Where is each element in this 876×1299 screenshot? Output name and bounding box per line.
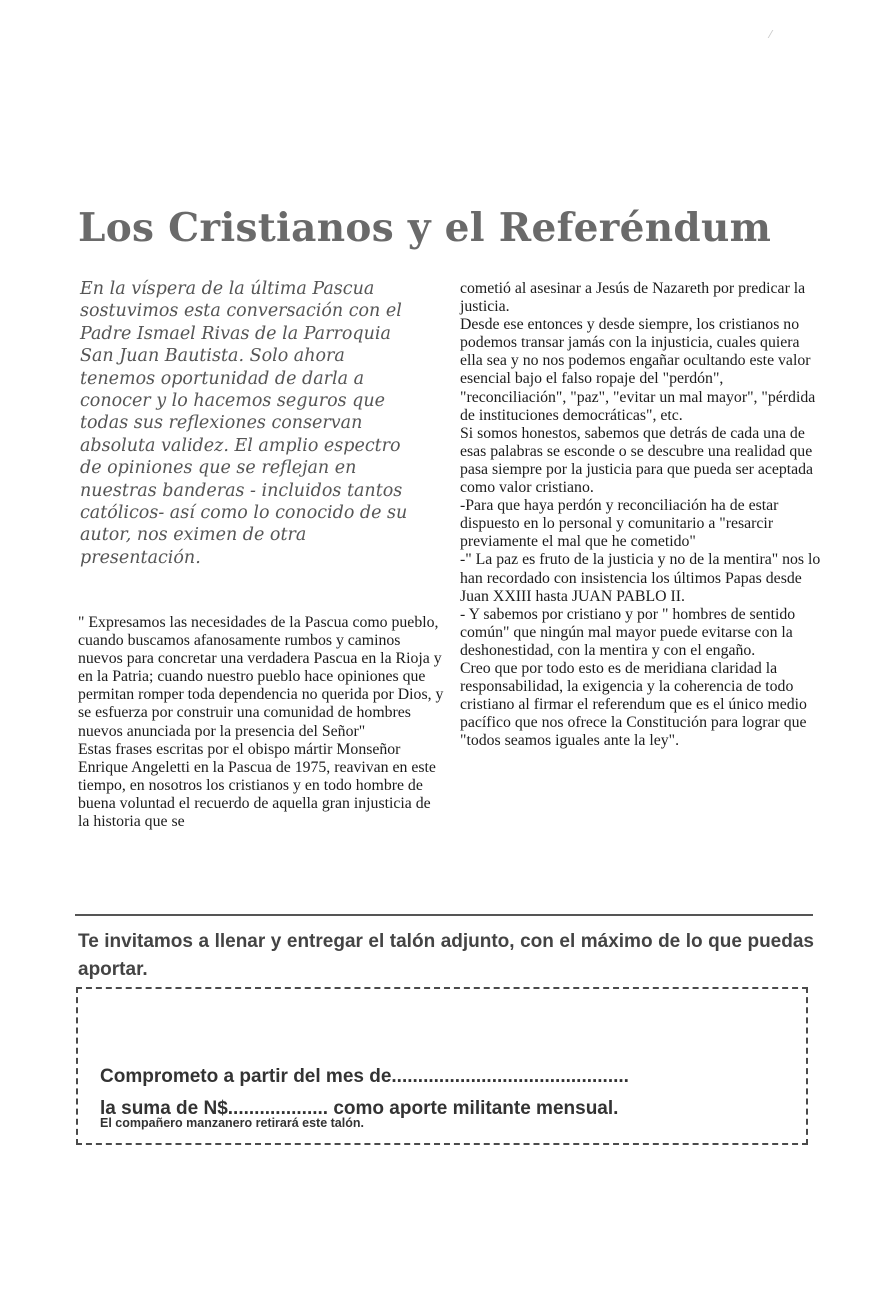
coupon-note: El compañero manzanero retirará este talón.	[100, 1116, 364, 1130]
article-intro: En la víspera de la última Pascua sostuvimos esta conversación con el Padre Ismael Rivas de la Parroquia San Juan Bautista. Solo ahora tenemos oportunidad de darla a conocer y lo hacemos seguros que todas sus reflexiones conservan absoluta validez. El amplio espectro de opiniones que se reflejan en nuestras banderas - incluidos tantos católicos- así como lo conocido de su autor, nos eximen de otra presentación.	[80, 279, 408, 568]
scan-mark	[768, 30, 780, 38]
divider	[75, 914, 813, 916]
right-paragraph: cometió al asesinar a Jesús de Nazareth por predicar la justicia.	[460, 280, 806, 316]
left-column	[78, 614, 444, 831]
right-paragraph: Si somos honestos, sabemos que detrás de cada una de esas palabras se esconde o se descubre una realidad que pasa siempre por la justicia para que pueda ser aceptada como valor cristiano.	[460, 424, 814, 497]
coupon-amount-line: la suma de N$................... como aporte militante mensual.	[100, 1098, 619, 1119]
invitation-text: Te invitamos a llenar y entregar el talón adjunto, con el máximo de lo que puedas aportar.	[78, 931, 814, 980]
right-paragraph: Creo que por todo esto es de meridiana claridad la responsabilidad, la exigencia y la coherencia de todo cristiano al firmar el referendum que es el único medio pacífico que nos ofrece la Constitución para lograr que "todos seamos iguales ante la ley".	[460, 659, 807, 750]
left-paragraph: Estas frases escritas por el obispo mártir Monseñor Enrique Angeletti en la Pascua de 1975, reavivan en este tiempo, en nosotros los cristianos y en todo hombre de buena voluntad el recuerdo de aquella gran injusticia de la historia que se	[78, 740, 436, 831]
coupon-month-line: Comprometo a partir del mes de.............................................	[100, 1066, 629, 1087]
right-paragraph: -Para que haya perdón y reconciliación ha de estar dispuesto en lo personal y comunitario a "resarcir previamente el mal que he cometido"	[460, 497, 779, 551]
right-paragraph: - Y sabemos por cristiano y por " hombres de sentido común" que ningún mal mayor puede evitarse con la deshonestidad, con la mentira y con el engaño.	[460, 605, 796, 659]
right-column	[460, 280, 822, 750]
right-paragraph: -" La paz es fruto de la justicia y no de la mentira" nos lo han recordado con insistencia los últimos Papas desde Juan XXIII hasta JUAN PABLO II.	[460, 551, 821, 605]
article-title: Los Cristianos y el Referéndum	[78, 205, 772, 251]
right-paragraph: Desde ese entonces y desde siempre, los cristianos no podemos transar jamás con la injusticia, cuales quiera ella sea y no nos podemos engañar ocultando este valor esencial bajo el falso ropaje del "perdón", "reconciliación", "paz", "evitar un mal mayor", "pérdida de instituciones democráticas", etc.	[460, 316, 816, 424]
left-paragraph: " Expresamos las necesidades de la Pascua como pueblo, cuando buscamos afanosamente rumbos y caminos nuevos para concretar una verdadera Pascua en la Rioja y en la Patria; cuando nuestro pueblo hace opiniones que permitan romper toda dependencia no querida por Dios, y se esfuerza por construir una comunidad de hombres nuevos anunciada por la presencia del Señor"	[78, 614, 444, 740]
